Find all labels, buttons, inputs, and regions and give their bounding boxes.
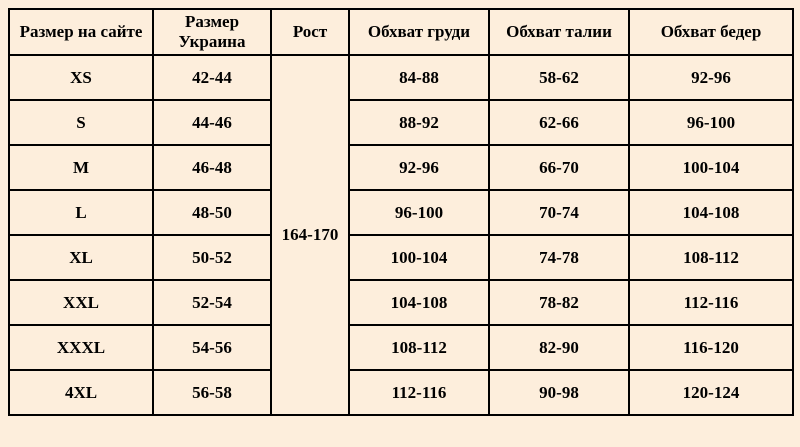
cell-ua-size: 42-44 [153, 55, 271, 100]
cell-waist: 70-74 [489, 190, 629, 235]
cell-site-size: M [9, 145, 153, 190]
cell-hips: 112-116 [629, 280, 793, 325]
cell-waist: 90-98 [489, 370, 629, 415]
table-header-row [9, 9, 793, 55]
table-row [9, 280, 793, 325]
cell-chest: 112-116 [349, 370, 489, 415]
cell-chest: 84-88 [349, 55, 489, 100]
cell-site-size: L [9, 190, 153, 235]
cell-hips: 100-104 [629, 145, 793, 190]
cell-hips: 96-100 [629, 100, 793, 145]
cell-ua-size: 46-48 [153, 145, 271, 190]
cell-site-size: S [9, 100, 153, 145]
bottom-margin [0, 433, 800, 447]
cell-ua-size: 44-46 [153, 100, 271, 145]
size-chart-table [8, 8, 794, 416]
column-header-chest: Обхват груди [349, 9, 489, 55]
table-row [9, 370, 793, 415]
cell-waist: 82-90 [489, 325, 629, 370]
cell-chest: 96-100 [349, 190, 489, 235]
table-header [9, 9, 793, 55]
table-row [9, 235, 793, 280]
column-header-waist: Обхват талии [489, 9, 629, 55]
cell-ua-size: 52-54 [153, 280, 271, 325]
table-row [9, 145, 793, 190]
cell-hips: 92-96 [629, 55, 793, 100]
cell-chest: 92-96 [349, 145, 489, 190]
cell-chest: 108-112 [349, 325, 489, 370]
table-body [9, 55, 793, 415]
cell-chest: 104-108 [349, 280, 489, 325]
column-header-site-size: Размер на сайте [9, 9, 153, 55]
cell-hips: 104-108 [629, 190, 793, 235]
cell-site-size: XL [9, 235, 153, 280]
table-row [9, 55, 793, 100]
column-header-height: Рост [271, 9, 349, 55]
column-header-hips: Обхват бедер [629, 9, 793, 55]
cell-waist: 58-62 [489, 55, 629, 100]
cell-site-size: XS [9, 55, 153, 100]
cell-hips: 108-112 [629, 235, 793, 280]
cell-chest: 100-104 [349, 235, 489, 280]
table-row [9, 190, 793, 235]
cell-ua-size: 56-58 [153, 370, 271, 415]
cell-ua-size: 50-52 [153, 235, 271, 280]
cell-hips: 116-120 [629, 325, 793, 370]
cell-waist: 66-70 [489, 145, 629, 190]
cell-ua-size: 48-50 [153, 190, 271, 235]
cell-site-size: 4XL [9, 370, 153, 415]
cell-waist: 74-78 [489, 235, 629, 280]
column-header-ua-size: Размер Украина [153, 9, 271, 55]
cell-site-size: XXL [9, 280, 153, 325]
cell-height: 164-170 [271, 55, 349, 415]
table-row [9, 100, 793, 145]
cell-hips: 120-124 [629, 370, 793, 415]
cell-site-size: XXXL [9, 325, 153, 370]
cell-waist: 78-82 [489, 280, 629, 325]
cell-ua-size: 54-56 [153, 325, 271, 370]
cell-chest: 88-92 [349, 100, 489, 145]
table-row [9, 325, 793, 370]
cell-waist: 62-66 [489, 100, 629, 145]
